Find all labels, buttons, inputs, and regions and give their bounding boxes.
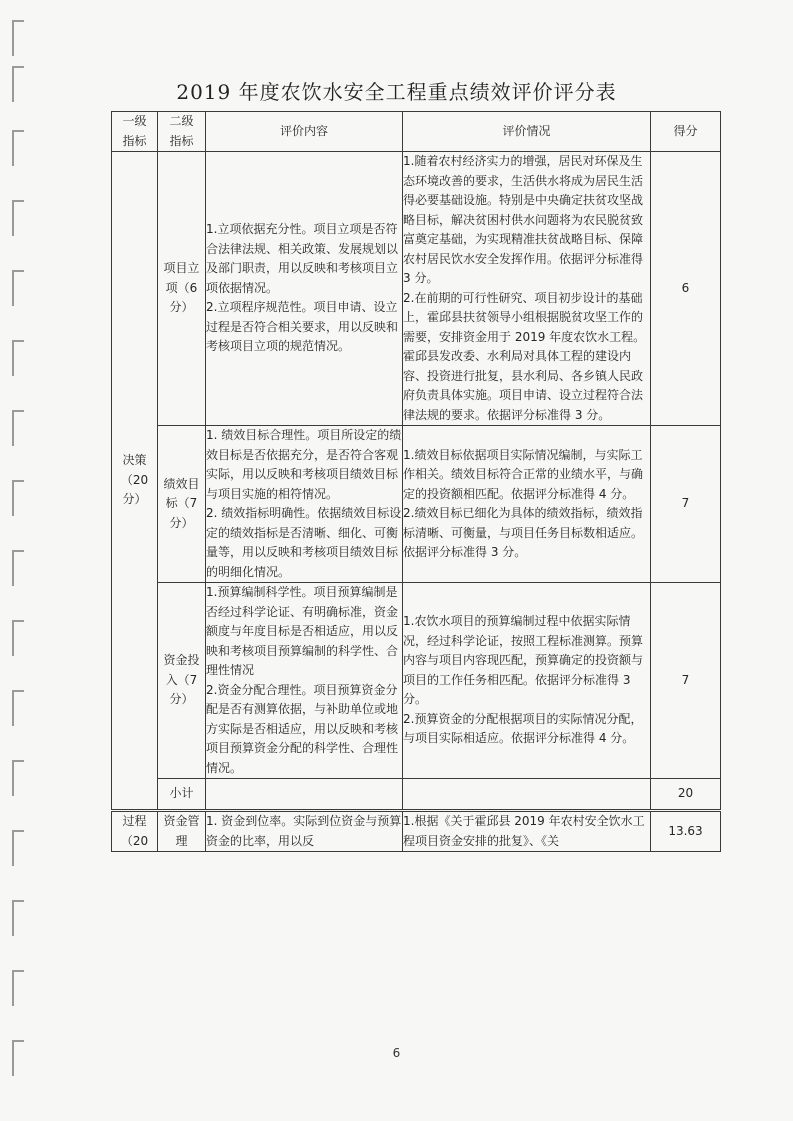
binding-mark: [12, 270, 24, 306]
binding-mark: [12, 200, 24, 236]
binding-mark: [12, 900, 24, 936]
page-number: 6: [392, 1046, 401, 1060]
score-table: [111, 111, 721, 852]
score-cell: 6: [651, 152, 721, 426]
score-cell: 7: [651, 583, 721, 779]
table-row: [112, 811, 721, 852]
score-cell: 7: [651, 426, 721, 583]
evaluation-cell: 1.绩效目标依据项目实际情况编制，与实际工作相关。绩效目标符合正常的业绩水平，与确定的投资额相匹配。依据评分标准得 4 分。 2.绩效目标已细化为具体的绩效指标，绩效指标清晰、可衡量，与项目任务目标数相适应。依据评分标准得 3 分。: [403, 426, 651, 583]
header-level1: 一级 指标: [112, 112, 158, 152]
table-row: [112, 152, 721, 426]
score-cell: 13.63: [651, 811, 721, 852]
header-level2: 二级 指标: [158, 112, 206, 152]
binding-mark: [12, 130, 24, 166]
header-row: [112, 112, 721, 152]
indicator-cell: 资金投入（7分）: [158, 583, 206, 779]
indicator-cell: 绩效目标（7分）: [158, 426, 206, 583]
indicator-cell: 项目立项（6分）: [158, 152, 206, 426]
empty-cell: [206, 779, 403, 811]
content-cell: 1.预算编制科学性。项目预算编制是否经过科学论证、有明确标准，资金额度与年度目标是否相适应，用以反映和考核项目预算编制的科学性、合理性情况 2.资金分配合理性。项目预算资金分配是否有测算依据，与补助单位或地方实际是否相适应，用以反映和考核项目预算资金分配的科学性、合理性情况。: [206, 583, 403, 779]
binding-mark: [12, 830, 24, 866]
evaluation-cell: 1.农饮水项目的预算编制过程中依据实际情况，经过科学论证，按照工程标准测算。预算内容与项目内容现匹配，预算确定的投资额与项目的工作任务相匹配。依据评分标准得 3 分。 2.预算资金的分配根据项目的实际情况分配，与项目实际相适应。依据评分标准得 4 分。: [403, 583, 651, 779]
binding-mark: [12, 550, 24, 586]
subtotal-label: 小计: [158, 779, 206, 811]
table-row: [112, 583, 721, 779]
binding-mark: [12, 760, 24, 796]
subtotal-row: [112, 779, 721, 811]
empty-cell: [403, 779, 651, 811]
binding-mark: [12, 480, 24, 516]
page-title: 2019 年度农饮水安全工程重点绩效评价评分表: [176, 80, 617, 104]
content-cell: 1. 绩效目标合理性。项目所设定的绩效目标是否依据充分，是否符合客观实际，用以反映和考核项目绩效目标与项目实施的相符情况。 2. 绩效指标明确性。依据绩效目标设定的绩效指标是否清晰、细化、可衡量等，用以反映和考核项目绩效目标的明细化情况。: [206, 426, 403, 583]
level1-process: 过程（20: [112, 811, 158, 852]
table-row: [112, 426, 721, 583]
content-cell: 1. 资金到位率。实际到位资金与预算资金的比率，用以反: [206, 811, 403, 852]
evaluation-cell: 1.根据《关于霍邱县 2019 年农村安全饮水工程项目资金安排的批复》、《关: [403, 811, 651, 852]
subtotal-value: 20: [651, 779, 721, 811]
header-content: 评价内容: [206, 112, 403, 152]
binding-mark: [12, 620, 24, 656]
binding-mark: [12, 970, 24, 1006]
header-score: 得分: [651, 112, 721, 152]
header-evaluation: 评价情况: [403, 112, 651, 152]
binding-mark: [12, 20, 24, 56]
binding-margin: [0, 0, 40, 1121]
indicator-cell: 资金管理: [158, 811, 206, 852]
level1-decision: 决策（20分）: [112, 152, 158, 811]
binding-mark: [12, 690, 24, 726]
binding-mark: [12, 410, 24, 446]
binding-mark: [12, 340, 24, 376]
evaluation-cell: 1.随着农村经济实力的增强，居民对环保及生态环境改善的要求，生活供水将成为居民生活得必要基础设施。特别是中央确定扶贫攻坚战略目标，解决贫困村供水问题将为农民脱贫致富奠定基础，为实现精准扶贫战略目标、保障农村居民饮水安全发挥作用。依据评分标准得 3 分。 2.在前期的可行性研究、项目初步设计的基础上，霍邱县扶贫领导小组根据脱贫攻坚工作的需要，安排资金用于 2019 年度农饮水工程。霍邱县发改委、水利局对具体工程的建设内容、投资进行批复，县水利局、各乡镇人民政府负责具体实施。项目申请、设立过程符合法律法规的要求。依据评分标准得 3 分。: [403, 152, 651, 426]
content-cell: 1.立项依据充分性。项目立项是否符合法律法规、相关政策、发展规划以及部门职责，用以反映和考核项目立项依据情况。 2.立项程序规范性。项目申请、设立过程是否符合相关要求，用以反映和考核项目立项的规范情况。: [206, 152, 403, 426]
